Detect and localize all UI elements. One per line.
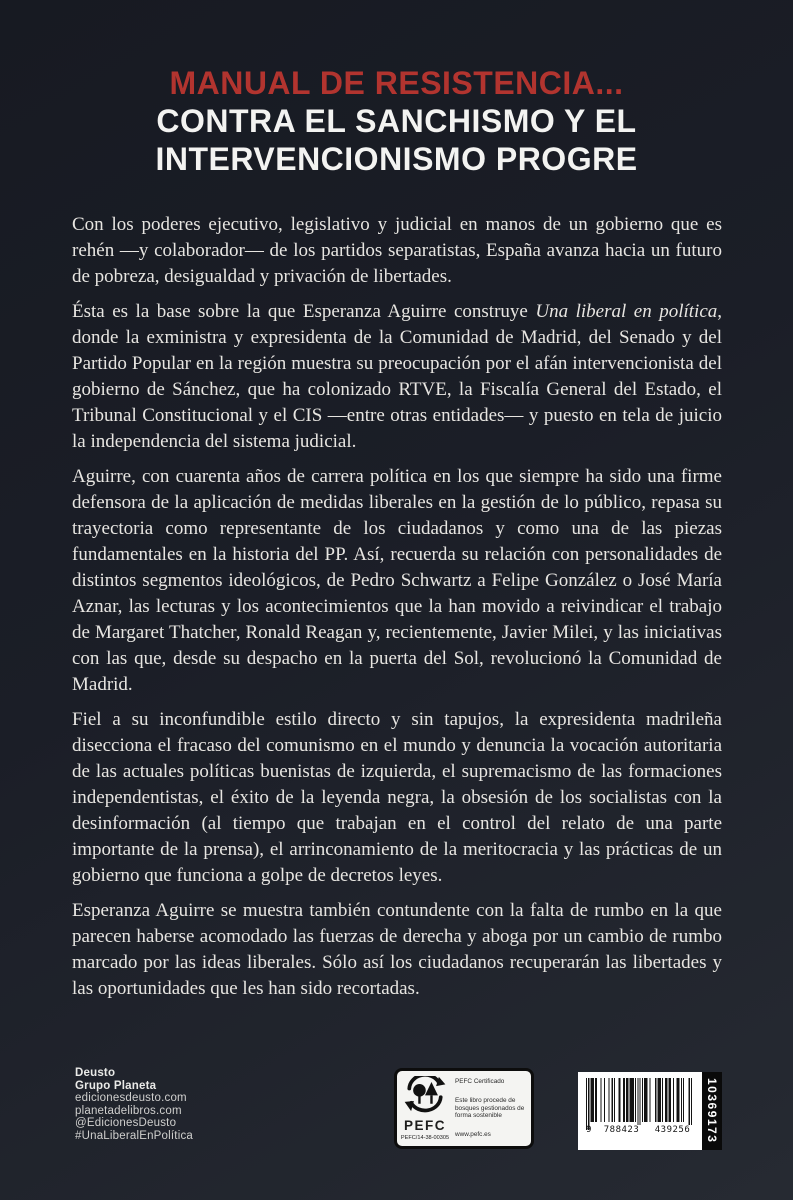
barcode-side-number: 10369173 xyxy=(705,1078,719,1144)
pefc-trees-icon xyxy=(400,1076,450,1118)
paragraph: Fiel a su inconfundible estilo directo y sin tapujos, la expresidenta madrileña disecciona el fracaso del comunismo en el mundo y denuncia la vocación autoritaria de las actuales políticas buenistas de izquierda, el supremacismo de las formaciones independentistas, el éxito de la leyenda negra, la obsesión de los socialistas con la desinformación (al tiempo que trabajan en el control del relato de una parte importante de la prensa), el arrinconamiento de la meritocracia y las prácticas de un gobierno que funciona a golpe de decretos leyes. xyxy=(72,709,722,886)
pefc-claim: Este libro procede de bosques gestionados de forma sostenible xyxy=(455,1097,525,1120)
paragraph: Ésta es la base sobre la que Esperanza Aguirre construye Una liberal en política, donde la exministra y expresidenta de la Comunidad de Madrid, del Senado y del Partido Popular en la región muestra su preocupación por el afán intervencionista del gobierno de Sánchez, que ha colonizado RTVE, la Fiscalía General del Estado, el Tribunal Constitucional y el CIS —entre otras entidades— y puesto en tela de juicio la independencia del sistema judicial. xyxy=(72,301,722,452)
barcode-digits xyxy=(586,1125,698,1135)
publisher-block xyxy=(75,1067,193,1143)
publisher-line: Grupo Planeta xyxy=(75,1079,157,1092)
publisher-line: edicionesdeusto.com xyxy=(75,1092,187,1105)
title-line-2: CONTRA EL SANCHISMO Y EL xyxy=(156,103,637,139)
pefc-cert-number: PEFC/14-38-00305 xyxy=(400,1135,450,1141)
publisher-line: Deusto xyxy=(75,1067,116,1079)
pefc-label xyxy=(394,1068,534,1149)
paragraph: Con los poderes ejecutivo, legislativo y judicial en manos de un gobierno que es rehén —y colaborador— de los partidos separatistas, España avanza hacia un futuro de pobreza, desigualdad y privación de libertades. xyxy=(72,214,722,287)
title-line-red: MANUAL DE RESISTENCIA... xyxy=(169,65,624,101)
pefc-wordmark: PEFC xyxy=(403,1118,446,1133)
barcode-digit-group1: 788423 xyxy=(596,1125,647,1135)
publisher-line: #UnaLiberalEnPolítica xyxy=(75,1129,193,1142)
pefc-url: www.pefc.es xyxy=(455,1131,491,1139)
pefc-certified-label: PEFC Certificado xyxy=(455,1078,505,1085)
back-cover-text xyxy=(72,212,722,1011)
title-line-3: INTERVENCIONISMO PROGRE xyxy=(155,141,638,177)
barcode-side-strip xyxy=(702,1072,722,1150)
barcode-area xyxy=(578,1072,702,1150)
paragraph: Esperanza Aguirre se muestra también contundente con la falta de rumbo en la que parecen haberse acomodado las fuerzas de derecha y aboga por un cambio de rumbo marcado por las ideas liberales. Sólo así los ciudadanos recuperarán las libertades y las oportunidades que les han sido recortadas. xyxy=(72,900,722,999)
paragraph: Aguirre, con cuarenta años de carrera política en los que siempre ha sido una firme defensora de la aplicación de medidas liberales en la gestión de lo público, repasa su trayectoria como representante de los ciudadanos y como una de las piezas fundamentales en la historia del PP. Así, recuerda su relación con personalidades de distintos segmentos ideológicos, de Pedro Schwartz a Felipe González o José María Aznar, las lecturas y los acontecimientos que la han movido a reivindicar el trabajo de Margaret Thatcher, Ronald Reagan y, recientemente, Javier Milei, y las iniciativas con las que, desde su despacho en la puerta del Sol, revolucionó la Comunidad de Madrid. xyxy=(72,466,722,695)
barcode-digit-lead: 9 xyxy=(586,1125,592,1135)
pefc-logo-column xyxy=(397,1071,453,1146)
book-title-block xyxy=(0,64,793,178)
publisher-line: planetadelibros.com xyxy=(75,1104,182,1117)
isbn-barcode xyxy=(578,1072,722,1150)
barcode-digit-group2: 439256 xyxy=(647,1125,698,1135)
pefc-text-column xyxy=(453,1071,531,1146)
publisher-line: @EdicionesDeusto xyxy=(75,1117,177,1130)
